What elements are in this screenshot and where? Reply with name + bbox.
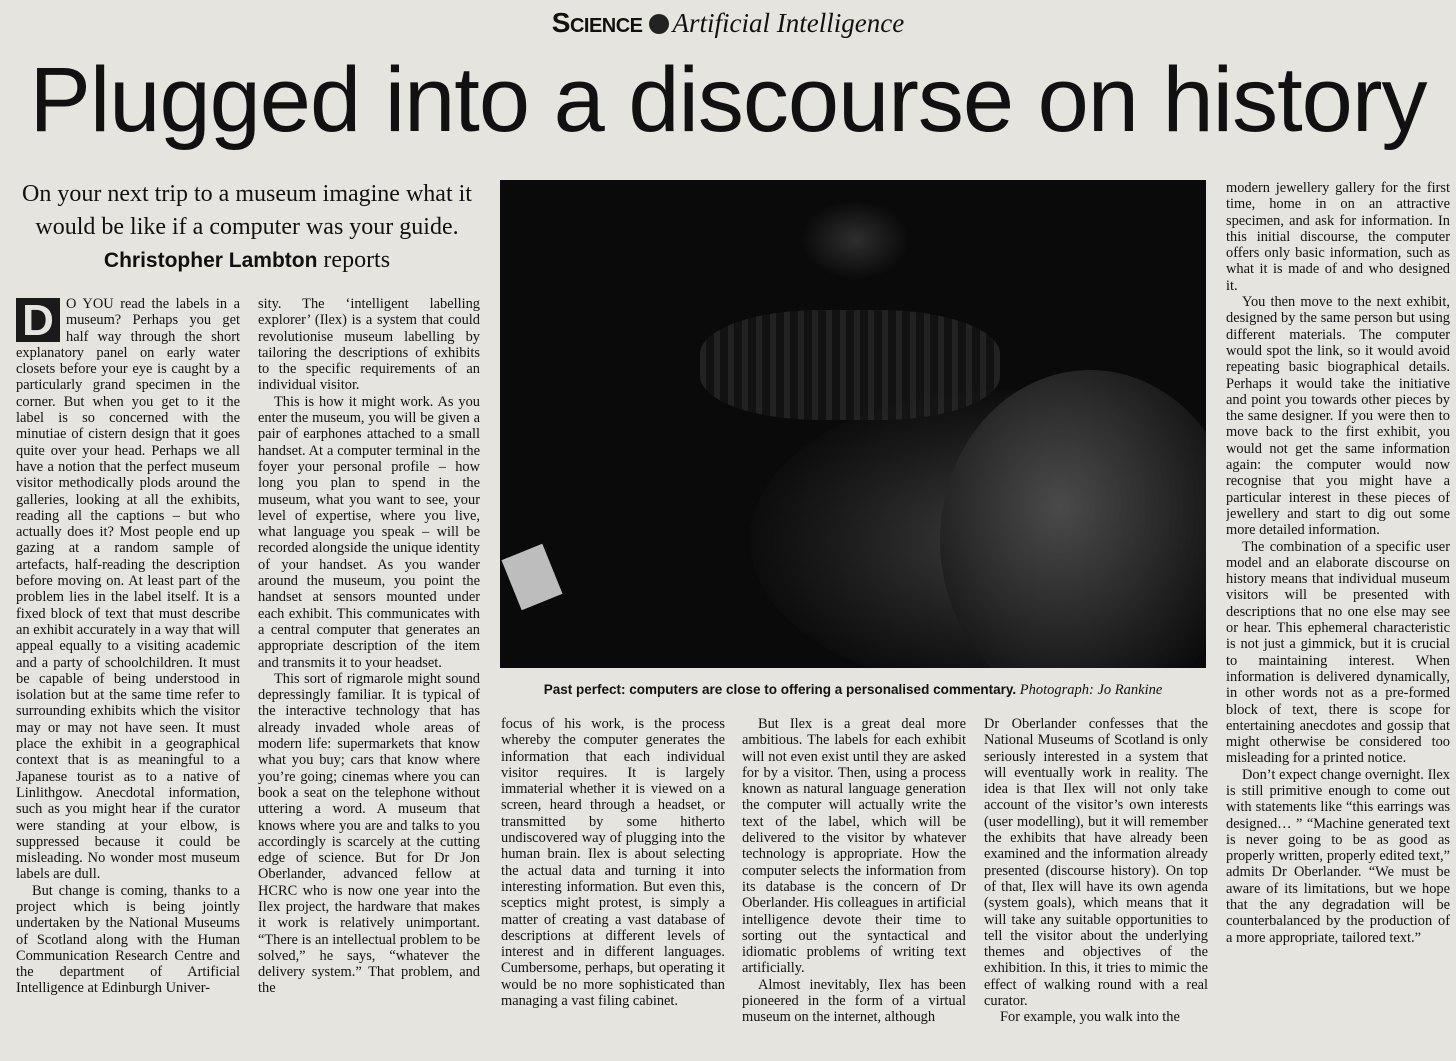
standfirst-text: On your next trip to a museum imagine what it would be like if a computer was your guide.: [22, 181, 472, 240]
paragraph: But Ilex is a great deal more ambitious. The labels for each exhibit will not even exist until they are asked for by a visitor. Then, using a process known as natural language generation the computer will actually write the text of the label, which will be delivered to the visitor by whatever technology is appropriate. How the computer selects the information from its database is the concern of Dr Oberlander. His colleagues in artificial intelligence devote their time to sorting out the syntactical and idiomatic problems of writing text artificially.: [742, 716, 966, 977]
paragraph: This is how it might work. As you enter the museum, you will be given a pair of earphones attached to a small handset. At a computer terminal in the foyer your personal profile – how long you plan to spend in the museum, what you want to see, your level of expertise, where you live, what language you speak – will be recorded alongside the unique identity of your handset. As you wander around the museum, you point the handset at sensors mounted under each exhibit. This communicates with a central computer that generates an appropriate description of the item and transmits it to your headset.: [258, 393, 480, 671]
caption-text: Past perfect: computers are close to offering a personalised commentary.: [543, 682, 1017, 697]
article-column-2: [258, 296, 480, 1056]
paragraph: modern jewellery gallery for the first time, home in on an attractive specimen, and ask for information. In this initial discourse, the computer offers only basic information, such as what it is made of and who designed it.: [1226, 180, 1450, 294]
paragraph: Don’t expect change overnight. Ilex is still primitive enough to come out with statements like “this earrings was designed… ” “Machine generated text is never going to be as good as properly written, properly edited text,” admits Dr Oberlander. “We must be aware of its limitations, but we hope that the any degradation will be counterbalanced by the production of a more appropriate, tailored text.”: [1226, 766, 1450, 946]
article-column-1: [16, 296, 240, 1056]
article-column-4: [742, 716, 966, 1056]
paragraph: O YOU read the labels in a museum? Perhaps you get half way through the short explanatory panel on early water closets before your eye is caught by a particularly grand specimen in the corner. But when you get to it the label is so concerned with the minutiae of cistern design that it goes quite over your head. Perhaps we all have a notion that the perfect museum visitor methodically plods around the galleries, looking at all the exhibits, reading all the captions – but who actually does it? Most people end up gazing at a random sample of artefacts, half-reading the description before moving on. At least part of the problem lies in the label itself. It is a fixed block of text that must describe an exhibit accurately in a way that will appeal equally to a visiting academic and a party of schoolchildren. It must be capable of being understood in isolation but at the same time refer to surrounding exhibits which the visitor may or may not have seen. It must place the exhibit in a geographical context that is as meaningful to a Japanese tourist as to a native of Linlithgow. Anecdotal information, such as you might hear if the curator were standing at your elbow, is suppressed because it could be misleading. No wonder most museum labels are dull.: [16, 296, 240, 883]
section-label: Science: [551, 7, 643, 38]
article-column-3: [501, 716, 725, 1056]
exhibit-label-tag: [501, 544, 562, 611]
paragraph: You then move to the next exhibit, designed by the same person but using different materials. The computer would spot the link, so it would avoid repeating basic biographical details. Perhaps it would take the initiative and point you towards other pieces by the same designer. If you were then to move back to the first exhibit, you would not get the same information again: the computer would now recognise that you might have a particular interest in these pieces of jewellery and start to dig out some more detailed information.: [1226, 294, 1450, 539]
drop-cap: D: [16, 298, 60, 342]
article-column-6: [1226, 180, 1450, 1056]
byline-author: Christopher Lambton: [103, 249, 318, 272]
bullet-icon: [649, 14, 669, 34]
paragraph: Dr Oberlander confesses that the National Museums of Scotland is only seriously interested in a system that will eventually work in reality. The idea is that Ilex will not only take account of the visitor’s own interests (user modelling), but it will remember the exhibits that have already been examined and the information already presented (discourse history). On top of that, Ilex will have its own agenda (system goals), which means that it will take any suitable opportunities to tell the visitor about the underlying themes and objectives of the exhibition. In this, it tries to mimic the effect of walking round with a real curator.: [984, 716, 1208, 1010]
photo-caption: [500, 681, 1206, 699]
paragraph: sity. The ‘intelligent labelling explorer’ (Ilex) is a system that could revolutionise museum labelling by tailoring the descriptions of exhibits to the specific requirements of an individual visitor.: [258, 296, 480, 394]
paragraph: focus of his work, is the process whereby the computer generates the information that each individual visitor requires. It is largely immaterial whether it is viewed on a screen, heard through a headset, or transmitted by some hitherto undiscovered way of plugging into the human brain. Ilex is about selecting the actual data and turning it into interesting information. But even this, sceptics might protest, is simply a matter of creating a vast database of descriptions at different levels of interest and in different languages. Cumbersome, perhaps, but operating it would be no more sophisticated than managing a vast filing cabinet.: [501, 716, 725, 1010]
article-column-5: [984, 716, 1208, 1056]
paragraph: This sort of rigmarole might sound depressingly familiar. It is typical of the interactive technology that has already invaded whole areas of modern life: supermarkets that know what you buy; cars that know where you’re going; cinemas where you can book a seat on the telephone without uttering a word. A museum that knows where you are and talks to you accordingly is scarcely at the cutting edge of science. But for Dr Jon Oberlander, advanced fellow at HCRC who is now one year into the Ilex project, the hardware that makes it work is relatively unimportant. “There is an intellectual problem to be solved,” he says, “whatever the delivery system.” That problem, and the: [258, 670, 480, 997]
paragraph: But change is coming, thanks to a project which is being jointly undertaken by the National Museums of Scotland along with the Human Communication Research Centre and the department of Artificial Intelligence at Edinburgh Univer-: [16, 882, 240, 997]
paragraph: The combination of a specific user model and an elaborate discourse on history means that individual museum visitors will be presented with descriptions that no one else may see or hear. This ephemeral characteristic is not just a gimmick, but it is crucial to maintaining interest. When information is delivered dynamically, in other words not as a pre-formed block of text, there is scope for entertaining anecdotes and gossip that might otherwise be considered too misleading for a printed notice.: [1226, 538, 1450, 767]
headline: Plugged into a discourse on history: [29, 49, 1427, 151]
section-header: [0, 6, 1456, 40]
standfirst: [14, 178, 480, 277]
paragraph: For example, you walk into the: [1000, 1009, 1180, 1026]
photo-credit: Photograph: Jo Rankine: [1019, 682, 1163, 698]
byline-suffix: reports: [323, 247, 391, 273]
article-photo: [500, 180, 1206, 668]
paragraph: Almost inevitably, Ilex has been pioneered in the form of a virtual museum on the internet, although: [742, 976, 966, 1026]
section-subject: Artificial Intelligence: [672, 8, 905, 38]
